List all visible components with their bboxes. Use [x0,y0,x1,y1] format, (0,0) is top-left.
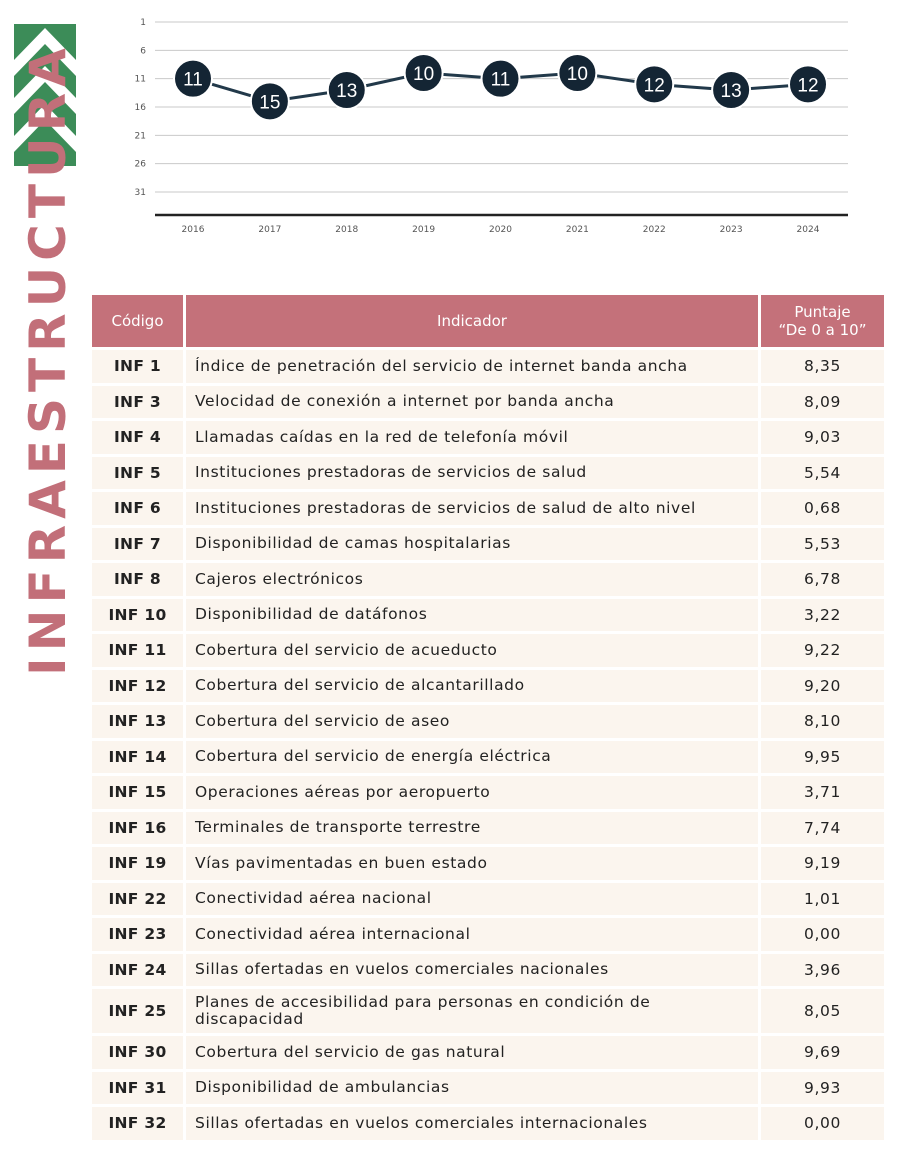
cell-indicator: Cobertura del servicio de energía eléctrica [186,738,761,774]
ranking-line-chart [110,10,860,242]
cell-indicator: Disponibilidad de datáfonos [186,596,761,632]
cell-score: 3,22 [761,596,884,632]
cell-score: 5,53 [761,525,884,561]
table-row [92,347,884,383]
cell-code: INF 7 [92,525,186,561]
table-row [92,454,884,490]
header-score-line1: Puntaje [794,303,851,321]
y-tick-label: 31 [134,188,146,198]
cell-code: INF 30 [92,1033,186,1069]
x-tick-label: 2019 [412,225,436,235]
cell-code: INF 16 [92,809,186,845]
cell-score: 9,03 [761,418,884,454]
cell-indicator: Instituciones prestadoras de servicios de salud de alto nivel [186,489,761,525]
cell-indicator: Sillas ofertadas en vuelos comerciales nacionales [186,951,761,987]
indicators-table [92,295,884,1140]
cell-code: INF 25 [92,986,186,1033]
header-indicator: Indicador [186,295,761,347]
cell-indicator: Terminales de transporte terrestre [186,809,761,845]
cell-indicator: Conectividad aérea internacional [186,915,761,951]
table-row [92,773,884,809]
table-row [92,1069,884,1105]
cell-code: INF 32 [92,1104,186,1140]
cell-code: INF 23 [92,915,186,951]
cell-score: 3,71 [761,773,884,809]
cell-score: 8,35 [761,347,884,383]
cell-indicator: Instituciones prestadoras de servicios de salud [186,454,761,490]
cell-indicator: Llamadas caídas en la red de telefonía móvil [186,418,761,454]
cell-code: INF 14 [92,738,186,774]
cell-code: INF 8 [92,560,186,596]
table-row [92,631,884,667]
cell-score: 9,69 [761,1033,884,1069]
cell-code: INF 22 [92,880,186,916]
y-tick-label: 6 [140,46,146,57]
x-tick-label: 2017 [258,225,282,235]
cell-score: 9,95 [761,738,884,774]
table-row [92,383,884,419]
data-point-label: 13 [336,81,358,102]
cell-code: INF 11 [92,631,186,667]
table-row [92,986,884,1033]
x-tick-label: 2023 [719,225,743,235]
cell-indicator: Disponibilidad de ambulancias [186,1069,761,1105]
cell-indicator: Planes de accesibilidad para personas en condición de discapacidad [186,986,761,1033]
table-row [92,1033,884,1069]
cell-code: INF 3 [92,383,186,419]
cell-indicator: Sillas ofertadas en vuelos comerciales internacionales [186,1104,761,1140]
cell-score: 0,68 [761,489,884,525]
cell-indicator: Cobertura del servicio de alcantarillado [186,667,761,703]
table-row [92,525,884,561]
header-code: Código [92,295,186,347]
y-tick-label: 1 [140,18,146,28]
cell-score: 9,19 [761,844,884,880]
cell-indicator: Disponibilidad de camas hospitalarias [186,525,761,561]
cell-code: INF 15 [92,773,186,809]
table-row [92,1104,884,1140]
table-row [92,560,884,596]
data-point-label: 10 [566,64,588,85]
cell-indicator: Cobertura del servicio de acueducto [186,631,761,667]
table-row [92,809,884,845]
cell-score: 5,54 [761,454,884,490]
data-point-label: 12 [643,75,665,97]
data-point-label: 12 [797,75,819,97]
cell-score: 6,78 [761,560,884,596]
cell-indicator: Conectividad aérea nacional [186,880,761,916]
table-row [92,418,884,454]
y-tick-label: 16 [134,103,146,113]
table-row [92,951,884,987]
header-score [761,295,884,347]
y-tick-label: 21 [134,131,146,142]
cell-score: 0,00 [761,1104,884,1140]
cell-code: INF 13 [92,702,186,738]
table-row [92,880,884,916]
chart-canvas [110,10,860,242]
cell-score: 3,96 [761,951,884,987]
cell-indicator: Vías pavimentadas en buen estado [186,844,761,880]
table-row [92,844,884,880]
cell-score: 9,93 [761,1069,884,1105]
table-row [92,738,884,774]
x-tick-label: 2020 [489,225,512,235]
cell-indicator: Cajeros electrónicos [186,560,761,596]
cell-code: INF 6 [92,489,186,525]
cell-indicator: Cobertura del servicio de gas natural [186,1033,761,1069]
cell-code: INF 5 [92,454,186,490]
data-point-label: 15 [259,92,281,114]
cell-score: 1,01 [761,880,884,916]
x-tick-label: 2024 [796,225,820,235]
cell-score: 8,10 [761,702,884,738]
cell-indicator: Cobertura del servicio de aseo [186,702,761,738]
cell-score: 0,00 [761,915,884,951]
cell-indicator: Velocidad de conexión a internet por banda ancha [186,383,761,419]
y-tick-label: 26 [134,159,146,170]
data-point-label: 11 [490,69,511,91]
data-point-label: 10 [413,64,435,85]
cell-code: INF 24 [92,951,186,987]
cell-indicator: Índice de penetración del servicio de internet banda ancha [186,347,761,383]
cell-code: INF 19 [92,844,186,880]
cell-score: 8,05 [761,986,884,1033]
cell-code: INF 31 [92,1069,186,1105]
header-score-line2: “De 0 a 10” [778,321,867,339]
table-row [92,915,884,951]
cell-score: 9,22 [761,631,884,667]
table-row [92,702,884,738]
data-point-label: 13 [720,81,742,102]
table-header-row [92,295,884,347]
cell-code: INF 1 [92,347,186,383]
x-tick-label: 2018 [335,225,359,235]
cell-score: 7,74 [761,809,884,845]
data-point-label: 11 [183,69,203,91]
cell-score: 8,09 [761,383,884,419]
x-tick-label: 2022 [642,225,666,235]
table-row [92,596,884,632]
cell-indicator: Operaciones aéreas por aeropuerto [186,773,761,809]
section-title: INFRAESTRUCTURA [19,42,77,676]
cell-score: 9,20 [761,667,884,703]
table-row [92,667,884,703]
x-tick-label: 2016 [181,225,205,235]
y-tick-label: 11 [134,74,146,85]
cell-code: INF 12 [92,667,186,703]
cell-code: INF 4 [92,418,186,454]
x-tick-label: 2021 [565,225,589,235]
table-body [92,347,884,1140]
table-row [92,489,884,525]
cell-code: INF 10 [92,596,186,632]
